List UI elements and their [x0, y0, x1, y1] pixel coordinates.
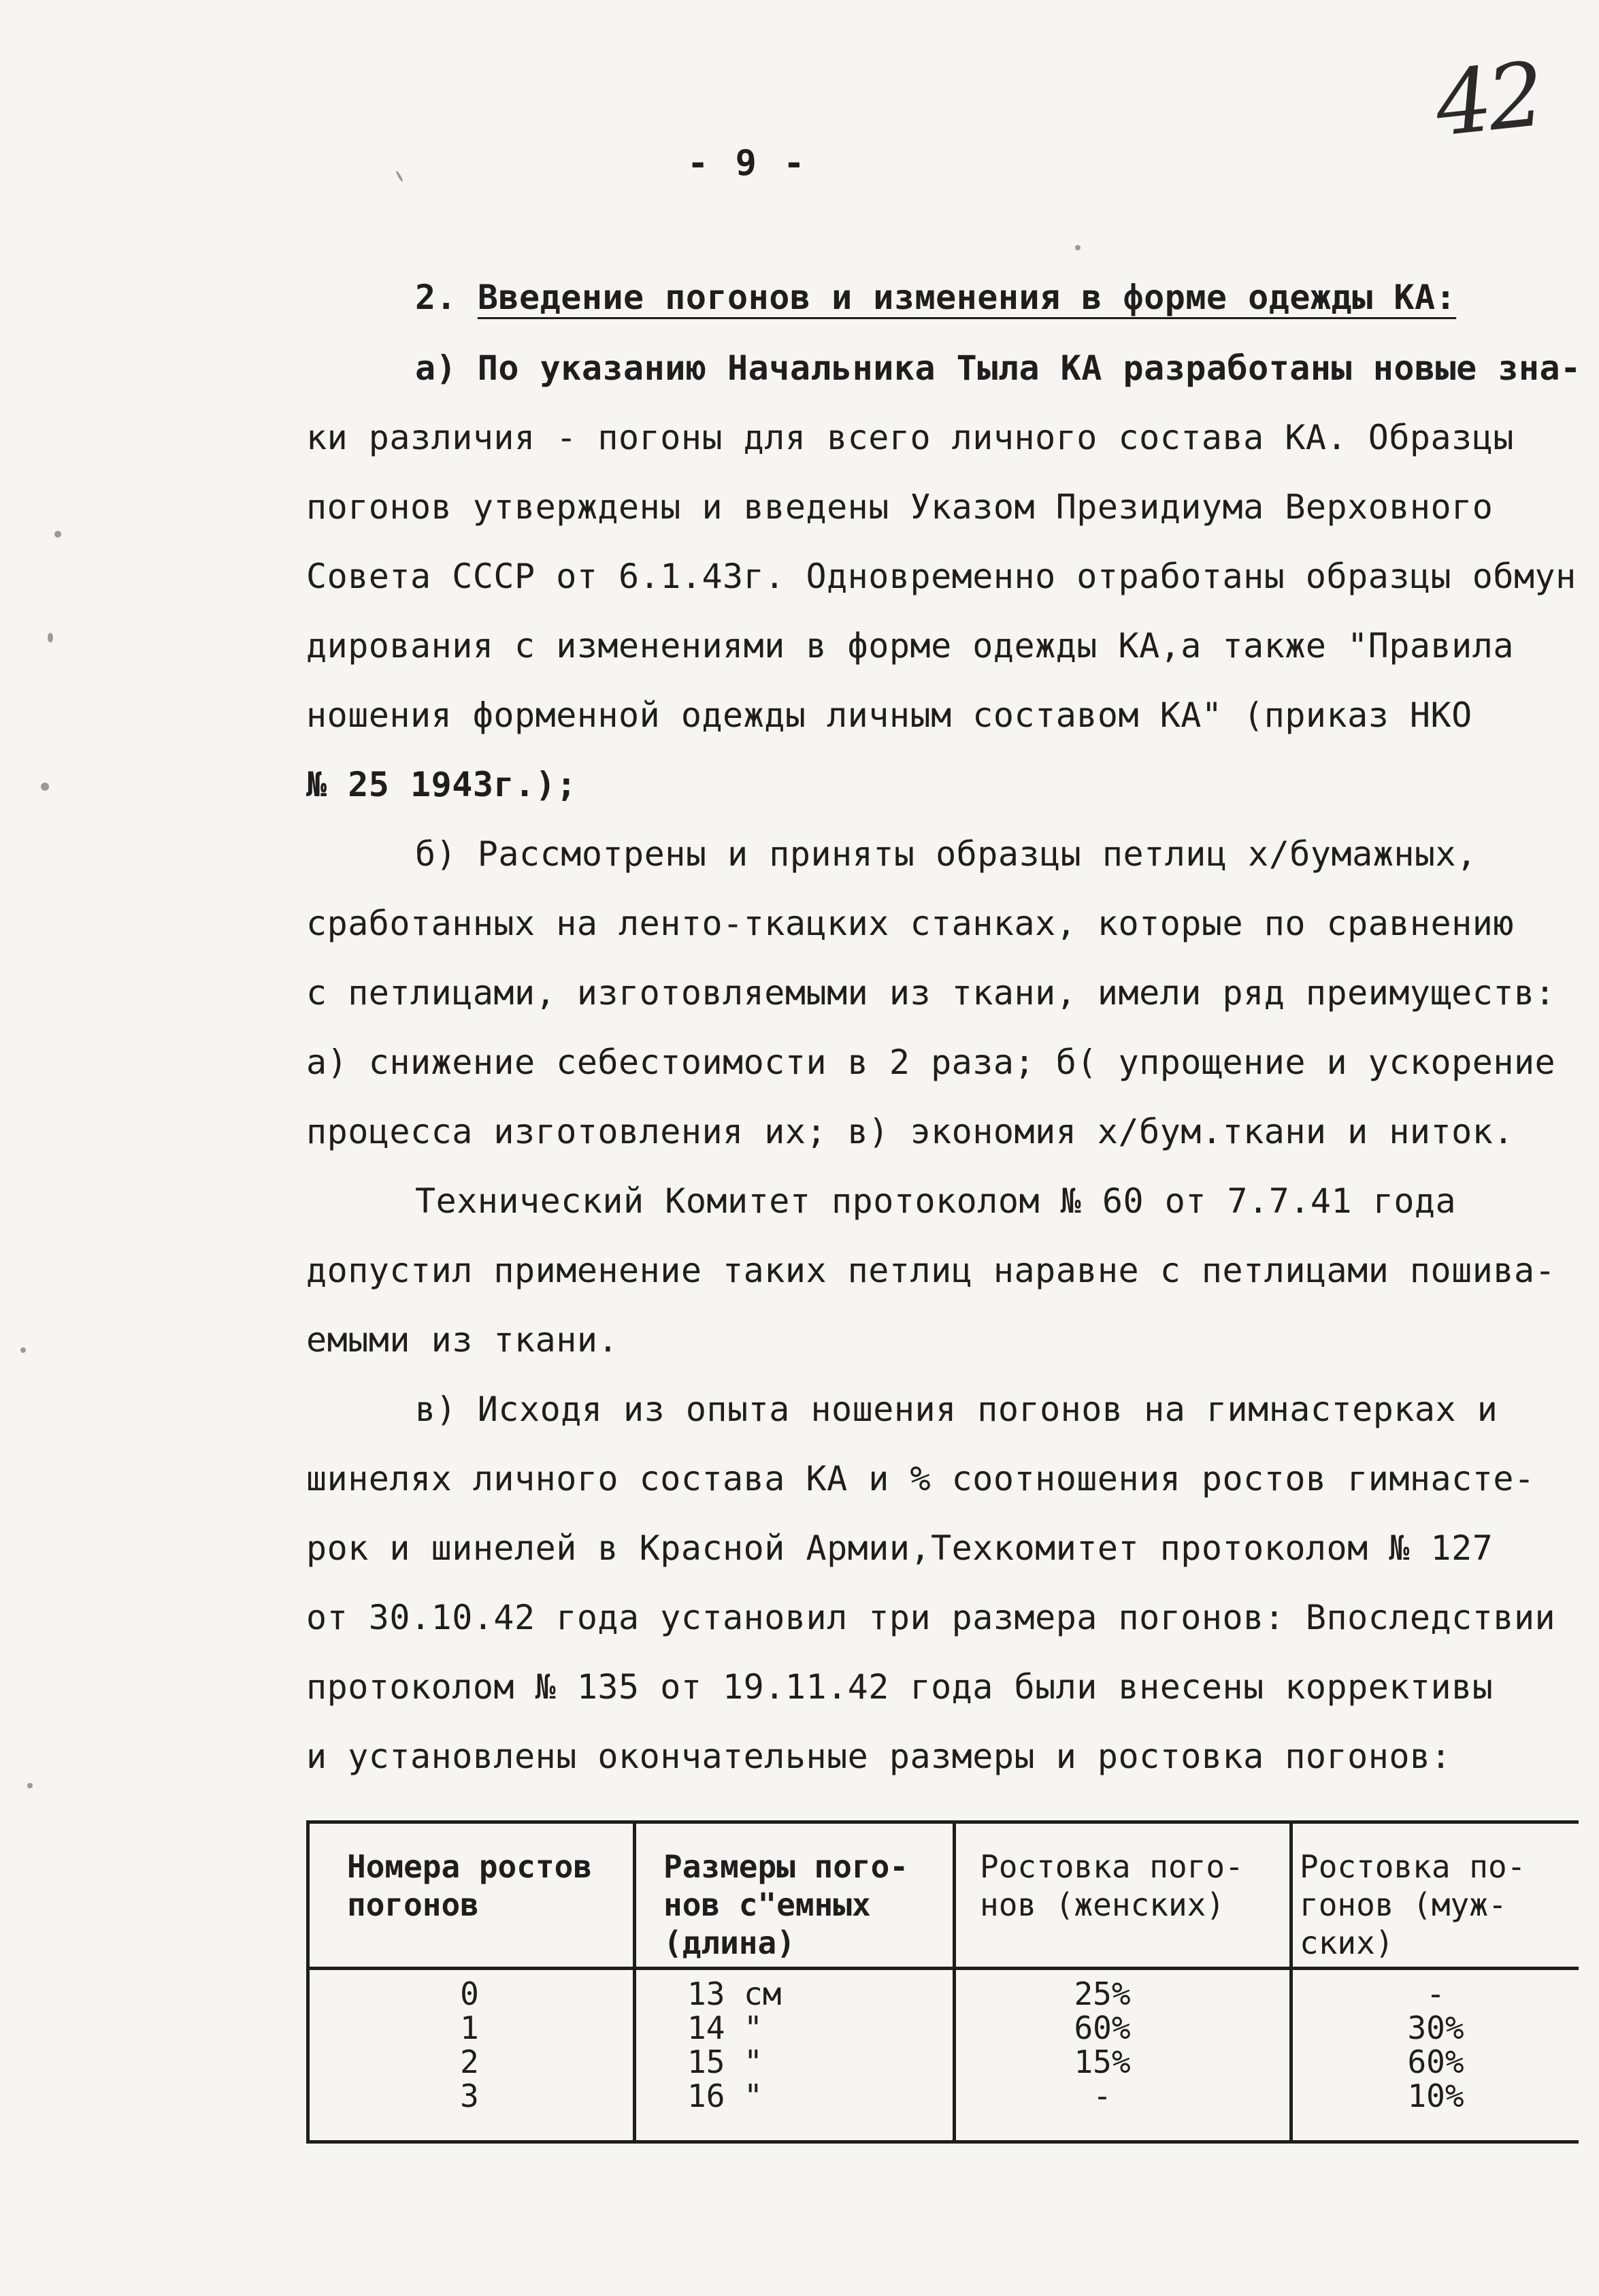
header-line: Номера ростов [347, 1848, 593, 1885]
text-line: и установлены окончательные размеры и ростовка погонов: [306, 1737, 1452, 1776]
text-line: ки различия - погоны для всего личного состава КА. Образцы [306, 418, 1514, 457]
table-header-cell [347, 1848, 592, 1924]
table-cell: 30% [1407, 2010, 1464, 2046]
text-line: протоколом № 135 от 19.11.42 года были внесены коррективы [306, 1667, 1494, 1707]
table-header-cell [663, 1848, 908, 1962]
header-line: (длина) [663, 1924, 795, 1961]
table-col-rule [633, 1820, 636, 2144]
text-line: ношения форменной одежды личным составом КА" (приказ НКО [306, 695, 1472, 735]
table-cell: 60% [1074, 2010, 1131, 2046]
table-header-cell [980, 1848, 1244, 1924]
scan-speck [48, 633, 53, 642]
text-line: а) По указанию Начальника Тыла КА разработаны новые зна- [415, 348, 1581, 388]
sizing-table [306, 1820, 1579, 2147]
text-line: а) снижение себестоимости в 2 раза; б( упрощение и ускорение [306, 1043, 1556, 1082]
text-line: погонов утверждены и введены Указом Президиума Верховного [306, 487, 1494, 527]
table-cell: 14 " [687, 2010, 763, 2046]
table-top-rule [306, 1820, 1579, 1824]
table-cell: 60% [1407, 2044, 1464, 2080]
scan-speck [1075, 245, 1081, 250]
table-cell: - [1093, 2078, 1112, 2114]
text-line: № 25 1943г.); [306, 765, 577, 804]
text-line: емыми из ткани. [306, 1320, 619, 1360]
table-bottom-rule [306, 2140, 1579, 2144]
text-line: допустил применение таких петлиц наравне с петлицами пошива- [306, 1251, 1556, 1290]
table-cell: 25% [1074, 1975, 1131, 2012]
header-line: Ростовка по- [1300, 1848, 1526, 1885]
table-cell: 1 [460, 2010, 479, 2046]
text-line: б) Рассмотрены и приняты образцы петлиц х/бумажных, [415, 834, 1477, 874]
page-number: - 9 - [687, 143, 808, 184]
table-header-rule [306, 1967, 1579, 1970]
table-cell: 13 см [687, 1975, 782, 2012]
section-number: 2. [415, 278, 457, 317]
text-line: шинелях личного состава КА и % соотношения ростов гимнасте- [306, 1459, 1535, 1498]
header-line: гонов (муж- [1300, 1886, 1507, 1923]
folio-number: 42 [1430, 42, 1545, 157]
table-header-cell [1300, 1848, 1526, 1962]
table-cell: 0 [460, 1975, 479, 2012]
scan-speck [27, 1783, 33, 1788]
text-line: сработанных на ленто-ткацких станках, которые по сравнению [306, 904, 1514, 943]
table-left-rule [306, 1820, 310, 2144]
header-line: Ростовка пого- [980, 1848, 1244, 1885]
text-line: дирования с изменениями в форме одежды КА,а также "Правила [306, 626, 1514, 666]
text-line: с петлицами, изготовляемыми из ткани, имели ряд преимуществ: [306, 973, 1556, 1013]
table-cell: 16 " [687, 2078, 763, 2114]
text-line: Технический Комитет протоколом № 60 от 7.7.41 года [415, 1181, 1457, 1221]
scan-speck [41, 783, 49, 791]
text-line: в) Исходя из опыта ношения погонов на гимнастерках и [415, 1390, 1498, 1429]
section-title: Введение погонов и изменения в форме одежды КА: [477, 278, 1457, 317]
header-line: нов с"емных [663, 1886, 871, 1923]
header-line: Размеры пого- [663, 1848, 909, 1885]
table-cell: - [1426, 1975, 1445, 2012]
table-cell: 3 [460, 2078, 479, 2114]
table-cell: 2 [460, 2044, 479, 2080]
text-line: рок и шинелей в Красной Армии,Техкомитет протоколом № 127 [306, 1528, 1494, 1568]
scan-speck [395, 170, 403, 182]
text-line: Совета СССР от 6.1.43г. Одновременно отработаны образцы обмун [306, 557, 1577, 596]
table-cell: 15% [1074, 2044, 1131, 2080]
text-line: от 30.10.42 года установил три размера погонов: Впоследствии [306, 1598, 1556, 1637]
table-col-rule [953, 1820, 956, 2144]
table-cell: 10% [1407, 2078, 1464, 2114]
table-cell: 15 " [687, 2044, 763, 2080]
header-line: погонов [347, 1886, 479, 1923]
text-line: процесса изготовления их; в) экономия х/бум.ткани и ниток. [306, 1112, 1514, 1151]
header-line: ских) [1300, 1924, 1394, 1961]
scan-speck [54, 531, 61, 538]
section-heading [415, 278, 1456, 317]
scan-speck [20, 1347, 26, 1353]
table-col-rule [1289, 1820, 1293, 2144]
header-line: нов (женских) [980, 1886, 1225, 1923]
